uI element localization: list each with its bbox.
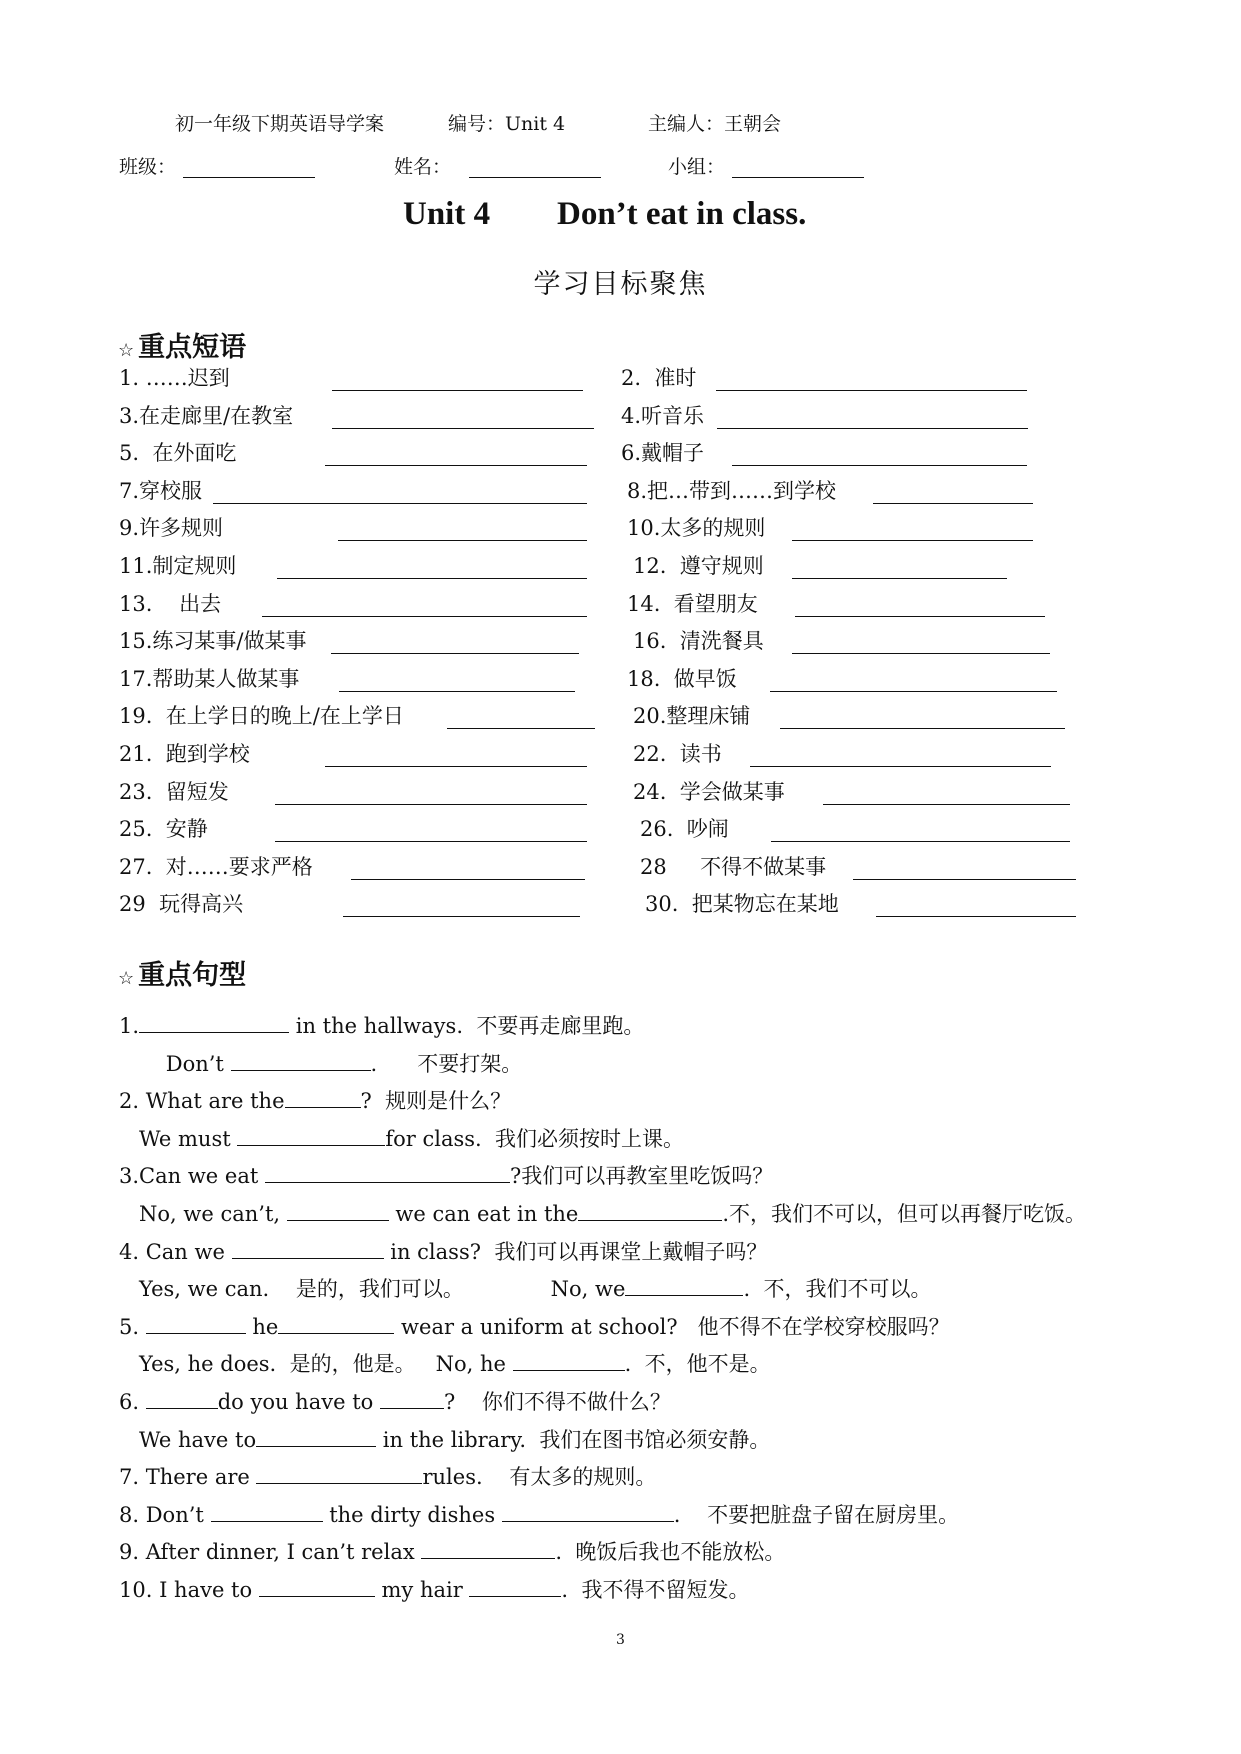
group-label: 小组：: [668, 156, 726, 178]
sentence-text: 5.: [119, 1314, 146, 1339]
answer-blank[interactable]: [331, 653, 579, 654]
sentence-line: [119, 1273, 931, 1304]
answer-blank[interactable]: [502, 1499, 674, 1522]
sentence-text: 4. Can we: [119, 1239, 232, 1264]
phrase-prompt: 24. 学会做某事: [633, 779, 785, 804]
phrase-prompt: 13. 出去: [119, 591, 222, 616]
sentence-line: [119, 1424, 770, 1455]
answer-blank[interactable]: [338, 540, 587, 541]
answer-blank[interactable]: [792, 653, 1050, 654]
sentence-line: [119, 1574, 749, 1605]
answer-blank[interactable]: [325, 766, 587, 767]
editor-name: 主编人：王朝会: [648, 113, 782, 135]
sentence-line: [119, 1386, 671, 1417]
sentence-text: ? 规则是什么？: [360, 1089, 512, 1114]
phrase-row: [0, 626, 1241, 658]
phrase-row: [0, 551, 1241, 583]
sentence-text: ? 你们不得不做什么？: [443, 1390, 671, 1414]
phrase-row: [0, 401, 1241, 433]
sentence-text: 9. After dinner, I can’t relax: [119, 1540, 422, 1565]
answer-blank[interactable]: [792, 540, 1033, 541]
sentence-text: 2. What are the: [119, 1089, 285, 1114]
sentence-line: [119, 1236, 767, 1267]
phrase-row: [0, 438, 1241, 470]
answer-blank[interactable]: [146, 1311, 246, 1334]
sentence-text: he: [245, 1314, 279, 1339]
sentence-text: rules. 有太多的规则。: [422, 1465, 657, 1490]
sentence-text: . 晚饭后我也不能放松。: [555, 1540, 786, 1565]
sentence-text: in the library. 我们在图书馆必须安静。: [376, 1427, 771, 1452]
answer-blank[interactable]: [287, 1198, 389, 1221]
sentence-line: [119, 1311, 950, 1342]
group-blank[interactable]: [732, 177, 864, 178]
class-label: 班级：: [119, 156, 177, 178]
unit-heading: Don’t eat in class.: [557, 196, 807, 232]
answer-blank[interactable]: [351, 879, 585, 880]
answer-blank[interactable]: [231, 1048, 371, 1071]
answer-blank[interactable]: [625, 1273, 743, 1296]
answer-blank[interactable]: [256, 1461, 422, 1484]
phrase-row: [0, 814, 1241, 846]
answer-blank[interactable]: [717, 428, 1028, 429]
sentence-text: in the hallways. 不要再走廊里跑。: [289, 1014, 645, 1038]
answer-blank[interactable]: [146, 1386, 218, 1409]
sentence-text: 10. I have to: [119, 1578, 259, 1602]
answer-blank[interactable]: [513, 1348, 625, 1371]
phrase-row: [0, 889, 1241, 921]
phrase-prompt: 2. 准时: [621, 366, 697, 390]
answer-blank[interactable]: [716, 390, 1027, 391]
phrase-prompt: 26. 吵闹: [640, 817, 729, 842]
name-label: 姓名：: [394, 156, 452, 178]
answer-blank[interactable]: [750, 766, 1051, 767]
answer-blank[interactable]: [732, 465, 1027, 466]
answer-blank[interactable]: [770, 691, 1057, 692]
phrase-prompt: 20.整理床铺: [633, 704, 751, 729]
phrases-heading-text: 重点短语: [138, 332, 247, 363]
sentence-text: for class. 我们必须按时上课。: [385, 1126, 685, 1151]
sentence-text: 3.Can we eat: [119, 1164, 265, 1189]
phrase-prompt: 21. 跑到学校: [119, 742, 250, 766]
class-blank[interactable]: [183, 177, 315, 178]
phrase-row: [0, 589, 1241, 621]
answer-blank[interactable]: [211, 1499, 323, 1522]
phrase-row: [0, 363, 1241, 395]
phrase-prompt: 18. 做早饭: [627, 666, 737, 691]
answer-blank[interactable]: [262, 616, 587, 617]
answer-blank[interactable]: [780, 728, 1065, 729]
sentences-heading-text: 重点句型: [138, 960, 247, 991]
phrase-prompt: 12. 遵守规则: [633, 554, 764, 578]
sentence-text: 7. There are: [119, 1465, 257, 1490]
phrase-prompt: 4.听音乐: [621, 403, 705, 428]
sentence-text: . 不，我们不可以。: [743, 1277, 932, 1302]
phrase-row: [0, 513, 1241, 545]
phrase-prompt: 8.把…带到……到学校: [627, 478, 837, 503]
sentence-line: [119, 1048, 522, 1079]
unit-number: Unit 4: [403, 196, 491, 232]
sentences-heading: [118, 958, 246, 994]
sentence-text: do you have to: [217, 1390, 380, 1414]
answer-blank[interactable]: [332, 390, 583, 391]
phrase-row: [0, 701, 1241, 733]
answer-blank[interactable]: [237, 1123, 385, 1146]
sentence-line: [119, 1123, 684, 1154]
unit-title: [0, 196, 1241, 240]
sentence-text: We have to: [119, 1427, 257, 1452]
star-icon: ☆: [118, 340, 135, 361]
sentence-text: we can eat in the: [388, 1202, 579, 1226]
sentence-text: 6.: [119, 1390, 146, 1414]
sentence-text: the dirty dishes: [322, 1502, 502, 1527]
sentence-text: . 不要打架。: [370, 1051, 523, 1076]
sentence-text: . 我不得不留短发。: [561, 1578, 750, 1602]
answer-blank[interactable]: [380, 1386, 444, 1409]
phrase-prompt: 30. 把某物忘在某地: [645, 892, 839, 917]
phrase-prompt: 6.戴帽子: [621, 441, 705, 466]
unit-code: 编号：Unit 4: [448, 113, 566, 135]
sentence-text: . 不，他不是。: [624, 1352, 771, 1377]
answer-blank[interactable]: [259, 1574, 375, 1597]
phrase-prompt: 1. ……迟到: [119, 366, 230, 390]
answer-blank[interactable]: [139, 1010, 289, 1033]
phrase-row: [0, 739, 1241, 771]
header-line-2: [0, 155, 1241, 178]
phrase-prompt: 23. 留短发: [119, 779, 229, 804]
sentence-text: my hair: [374, 1578, 470, 1602]
sentence-text: .不，我们不可以，但可以再餐厅吃饭。: [722, 1202, 1087, 1226]
phrase-prompt: 15.练习某事/做某事: [119, 629, 307, 654]
sentence-text: wear a uniform at school? 他不得不在学校穿校服吗？: [394, 1314, 950, 1339]
answer-blank[interactable]: [853, 879, 1076, 880]
sentence-line: [119, 1198, 1086, 1229]
sentence-text: Don’t: [119, 1051, 231, 1076]
phrase-prompt: 3.在走廊里/在教室: [119, 403, 294, 428]
answer-blank[interactable]: [213, 503, 587, 504]
sentence-text: in class? 我们可以再课堂上戴帽子吗？: [383, 1239, 768, 1264]
phrase-prompt: 14. 看望朋友: [627, 591, 758, 616]
phrase-row: [0, 852, 1241, 884]
answer-blank[interactable]: [771, 841, 1070, 842]
sentence-text: 1.: [119, 1014, 140, 1038]
answer-blank[interactable]: [421, 1536, 555, 1559]
phrase-prompt: 27. 对……要求严格: [119, 854, 313, 879]
page-number: 3: [616, 1632, 625, 1648]
phrase-prompt: 28 不得不做某事: [640, 854, 827, 879]
answer-blank[interactable]: [795, 616, 1045, 617]
answer-blank[interactable]: [277, 578, 587, 579]
phrase-prompt: 7.穿校服: [119, 478, 203, 503]
answer-blank[interactable]: [332, 428, 594, 429]
phrases-heading: [118, 330, 246, 366]
sentence-text: 8. Don’t: [119, 1502, 211, 1527]
header-line-1: [0, 112, 1241, 135]
phrase-row: [0, 777, 1241, 809]
sentence-text: We must: [119, 1126, 238, 1151]
phrase-prompt: 22. 读书: [633, 742, 722, 766]
sentence-text: No, we can’t,: [119, 1202, 287, 1226]
course-title: 初一年级下期英语导学案: [175, 113, 385, 135]
phrase-prompt: 16. 清洗餐具: [633, 629, 764, 654]
phrase-prompt: 9.许多规则: [119, 516, 224, 541]
answer-blank[interactable]: [232, 1236, 384, 1259]
answer-blank[interactable]: [265, 1160, 510, 1183]
sentence-text: Yes, he does. 是的，他是。 No, he: [119, 1352, 513, 1377]
phrase-row: [0, 476, 1241, 508]
sentence-text: ?我们可以再教室里吃饭吗？: [509, 1164, 774, 1189]
answer-blank[interactable]: [876, 916, 1076, 917]
phrase-prompt: 5. 在外面吃: [119, 441, 237, 466]
phrase-row: [0, 664, 1241, 696]
subtitle: 学习目标聚焦: [533, 269, 708, 300]
phrase-prompt: 29 玩得高兴: [119, 892, 244, 917]
phrase-prompt: 19. 在上学日的晚上/在上学日: [119, 704, 404, 729]
answer-blank[interactable]: [343, 916, 580, 917]
phrase-prompt: 25. 安静: [119, 817, 208, 842]
phrase-prompt: 10.太多的规则: [627, 516, 766, 541]
sentence-line: [119, 1348, 771, 1379]
answer-blank[interactable]: [275, 804, 587, 805]
phrase-prompt: 11.制定规则: [119, 554, 237, 578]
answer-blank[interactable]: [278, 1311, 394, 1334]
sentence-text: . 不要把脏盘子留在厨房里。: [673, 1502, 960, 1527]
answer-blank[interactable]: [447, 728, 595, 729]
answer-blank[interactable]: [823, 804, 1070, 805]
answer-blank[interactable]: [469, 1574, 561, 1597]
sentence-line: [119, 1010, 644, 1041]
answer-blank[interactable]: [256, 1424, 376, 1447]
sentence-line: [119, 1085, 511, 1116]
sentence-line: [119, 1536, 785, 1567]
sentence-line: [119, 1160, 773, 1191]
star-icon: ☆: [118, 968, 135, 989]
sentence-line: [119, 1499, 959, 1530]
answer-blank[interactable]: [285, 1085, 361, 1108]
phrase-prompt: 17.帮助某人做某事: [119, 666, 300, 691]
name-blank[interactable]: [469, 177, 601, 178]
sentence-text: Yes, we can. 是的，我们可以。 No, we: [119, 1277, 626, 1302]
answer-blank[interactable]: [792, 578, 1007, 579]
answer-blank[interactable]: [275, 841, 587, 842]
answer-blank[interactable]: [578, 1198, 722, 1221]
sentence-line: [119, 1461, 656, 1492]
answer-blank[interactable]: [339, 691, 575, 692]
answer-blank[interactable]: [873, 503, 1033, 504]
answer-blank[interactable]: [325, 465, 587, 466]
